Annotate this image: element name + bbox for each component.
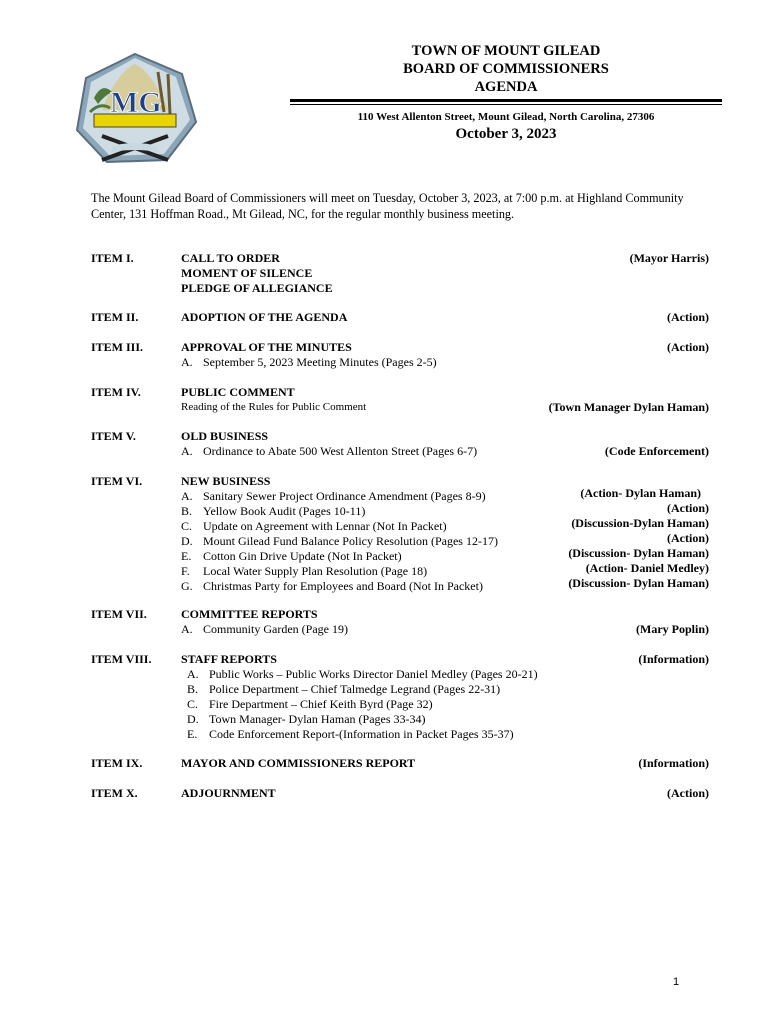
- sub-item: A. September 5, 2023 Meeting Minutes (Pages 2-5): [181, 355, 437, 369]
- item-number: ITEM I.: [91, 251, 134, 265]
- item-number: ITEM VII.: [91, 607, 147, 621]
- sub-item: G. Christmas Party for Employees and Board (Not In Packet): [181, 579, 483, 593]
- sub-item: D. Mount Gilead Fund Balance Policy Resolution (Pages 12-17): [181, 534, 498, 548]
- item-title: ADJOURNMENT: [181, 786, 276, 800]
- meeting-date: October 3, 2023: [455, 126, 557, 142]
- item-title: APPROVAL OF THE MINUTES: [181, 340, 352, 354]
- item-action: (Action): [667, 310, 709, 324]
- item-title: ADOPTION OF THE AGENDA: [181, 310, 348, 324]
- item-title: PUBLIC COMMENT: [181, 385, 295, 399]
- item-actions: (Action- Dylan Haman) (Action) (Discussion-Dylan Haman) (Action) (Discussion- Dylan Haman) (Action- Daniel Medley) (Discussion- Dylan Haman): [568, 486, 709, 590]
- item-action: (Information): [638, 652, 709, 666]
- item-title: MOMENT OF SILENCE: [181, 266, 313, 280]
- item-number: ITEM VIII.: [91, 652, 152, 666]
- sub-item: C. Fire Department – Chief Keith Byrd (Page 32): [187, 697, 433, 711]
- item-presenter: (Town Manager Dylan Haman): [548, 400, 709, 414]
- intro-paragraph: The Mount Gilead Board of Commissioners will meet on Tuesday, October 3, 2023, at 7:00 p.m. at Highland Community Center, 131 Hoffman Road., Mt Gilead, NC, for the regular monthly business meeting.: [91, 191, 684, 221]
- item-number: ITEM X.: [91, 786, 138, 800]
- sub-item: B. Police Department – Chief Talmedge Legrand (Pages 22-31): [187, 682, 501, 696]
- item-title: NEW BUSINESS: [181, 474, 271, 488]
- item-number: ITEM IV.: [91, 385, 141, 399]
- header-rule-thin: [290, 104, 722, 105]
- sub-item: E. Cotton Gin Drive Update (Not In Packet): [181, 549, 402, 563]
- sub-item: A. Public Works – Public Works Director Daniel Medley (Pages 20-21): [187, 667, 538, 681]
- item-number: ITEM IX.: [91, 756, 143, 770]
- agenda-header: [290, 42, 722, 96]
- item-title: COMMITTEE REPORTS: [181, 607, 318, 621]
- sub-item: F. Local Water Supply Plan Resolution (Page 18): [181, 564, 428, 578]
- page-number: 1: [673, 976, 680, 988]
- header-rule-thick: [290, 99, 722, 102]
- item-title: CALL TO ORDER: [181, 251, 280, 265]
- sub-item: E. Code Enforcement Report-(Information in Packet Pages 35-37): [187, 727, 514, 741]
- item-presenter: (Code Enforcement): [604, 444, 709, 458]
- sub-item: B. Yellow Book Audit (Pages 10-11): [181, 504, 366, 518]
- sub-item: A. Sanitary Sewer Project Ordinance Amendment (Pages 8-9): [181, 489, 486, 503]
- item-action: (Action): [667, 786, 709, 800]
- item-title: STAFF REPORTS: [181, 652, 277, 666]
- logo-initials: MG: [110, 86, 162, 119]
- item-title: OLD BUSINESS: [181, 429, 269, 443]
- sub-item: A. Ordinance to Abate 500 West Allenton Street (Pages 6-7): [181, 444, 478, 458]
- sub-item: D. Town Manager- Dylan Haman (Pages 33-34): [187, 712, 426, 726]
- town-logo: [72, 52, 198, 168]
- item-title: MAYOR AND COMMISSIONERS REPORT: [181, 756, 416, 770]
- header-town: TOWN OF MOUNT GILEAD: [411, 43, 601, 59]
- item-action: (Information): [638, 756, 709, 770]
- item-action: (Action): [667, 340, 709, 354]
- item-presenter: (Mayor Harris): [629, 251, 709, 265]
- item-number: ITEM V.: [91, 429, 136, 443]
- item-title: PLEDGE OF ALLEGIANCE: [181, 281, 333, 295]
- item-note: Reading of the Rules for Public Comment: [181, 401, 367, 413]
- header-board: BOARD OF COMMISSIONERS: [403, 61, 609, 77]
- item-number: ITEM II.: [91, 310, 139, 324]
- header-address: 110 West Allenton Street, Mount Gilead, North Carolina, 27306: [357, 111, 655, 123]
- sub-item: C. Update on Agreement with Lennar (Not In Packet): [181, 519, 447, 533]
- header-agenda: AGENDA: [474, 79, 538, 95]
- item-number: ITEM III.: [91, 340, 144, 354]
- sub-item: A. Community Garden (Page 19): [181, 622, 348, 636]
- item-number: ITEM VI.: [91, 474, 143, 488]
- item-presenter: (Mary Poplin): [636, 622, 709, 636]
